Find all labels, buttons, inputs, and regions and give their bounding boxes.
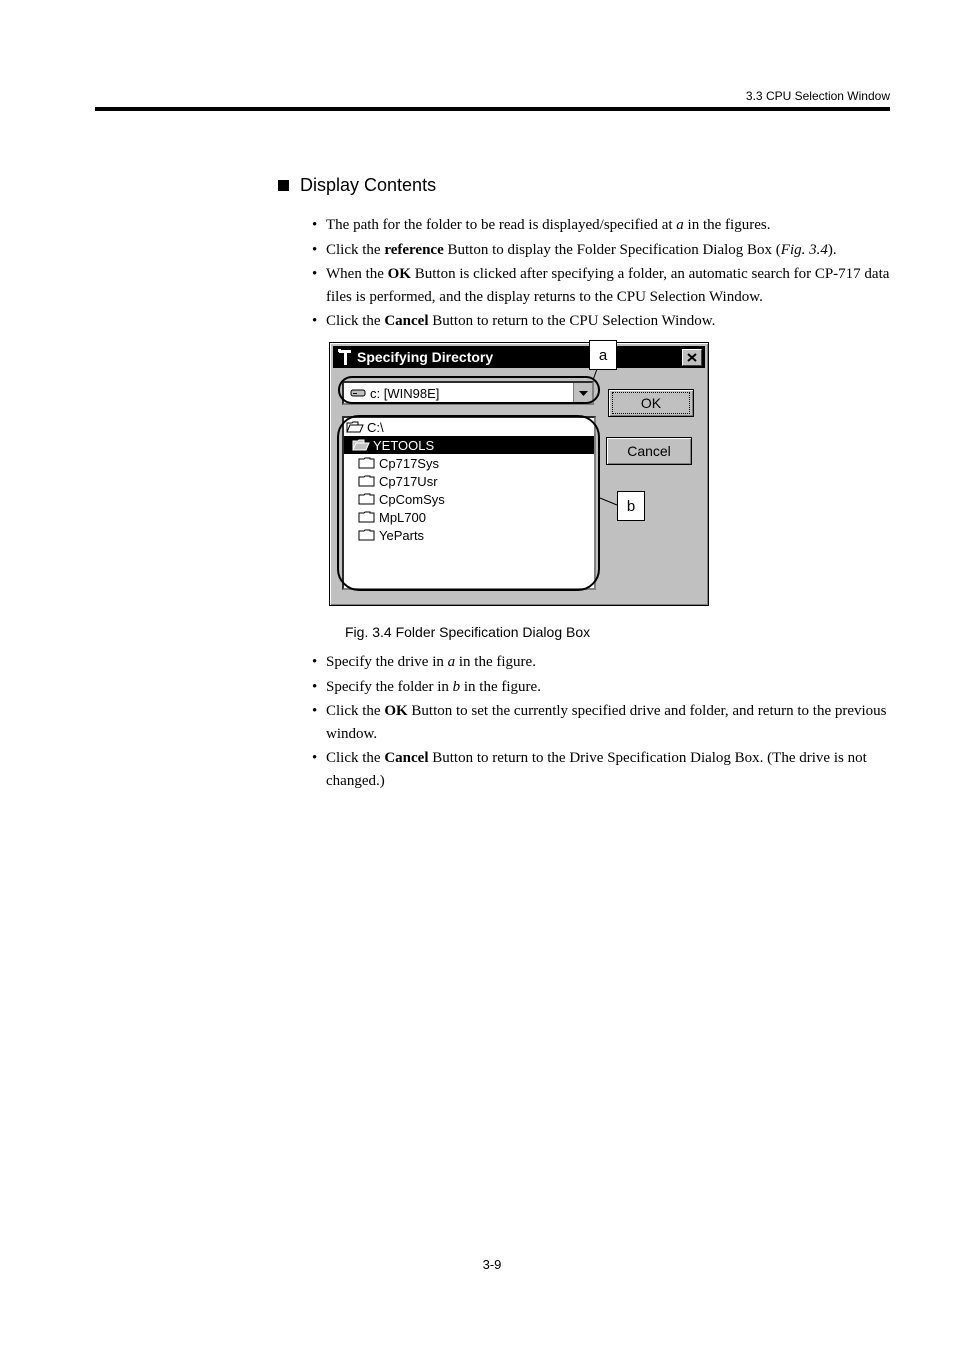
bullet-item [310,310,895,333]
bullet-item [310,239,895,262]
bullet-text: Button to display the Folder Specification Dialog Box ( [443,241,781,258]
bullet-text: in the figures. [683,217,771,233]
bullet-item [310,700,895,745]
ok-button-label: OK [612,392,690,414]
bullet-text: Fig. 3.4 [780,241,828,258]
folder-name: Cp717Sys [379,455,439,471]
close-icon [687,353,697,362]
section-heading [278,175,436,196]
figure-caption: Fig. 3.4 Folder Specification Dialog Box [345,624,591,640]
bullet-text: in the figure. [455,654,536,670]
bullet-item [310,214,895,237]
folder-name: MpL700 [379,509,426,525]
bullet-text: When the [326,266,388,282]
callout-oval-b [337,415,600,591]
callout-oval-a [338,376,600,404]
page-number: 3-9 [482,1257,502,1272]
header-rule [95,107,890,111]
bullet-text: in the figure. [460,678,541,695]
dialog-titlebar [333,346,705,368]
close-button[interactable] [682,349,702,366]
bullet-text: Specify the folder in [326,678,453,695]
bullet-text: Button is clicked after specifying a folder, an automatic search for CP-717 data files is performed, and the display returns to the CPU Selection Window. [326,266,890,305]
square-bullet-icon [278,180,289,191]
bullet-text: The path for the folder to be read is displayed/specified at [326,217,677,233]
callout-label-a: a [589,340,617,370]
bullet-text: Button to return to the CPU Selection Window. [428,313,716,329]
cancel-button-label: Cancel [627,443,671,459]
cancel-button[interactable] [606,437,692,465]
running-header: 3.3 CPU Selection Window [745,89,890,103]
bullet-text: OK [384,703,408,719]
folder-name: C:\ [367,419,384,435]
bullet-text: Click the [326,750,385,766]
ok-button[interactable] [608,389,694,417]
bullet-item [310,651,895,674]
folder-name: CpComSys [379,491,445,507]
section-title: Display Contents [300,175,437,195]
bullet-item [310,747,895,792]
bullet-text: Specify the drive in [326,654,448,670]
drive-value: c: [WIN98E] [370,385,440,401]
bullet-text: Click the [326,703,385,719]
callout-label-b: b [617,491,645,521]
folder-name: YeParts [379,527,425,543]
bullet-text: Button to set the currently specified drive and folder, and return to the previous window. [326,703,887,742]
bullet-text: a [447,654,456,670]
bullet-list-bottom [310,651,895,794]
bullet-text: b [452,678,461,695]
bullet-text: reference [384,241,444,258]
bullet-text: ). [827,241,837,258]
folder-name: Cp717Usr [379,473,438,489]
bullet-item [310,676,895,699]
dialog-title: Specifying Directory [357,349,494,365]
folder-name: YETOOLS [373,437,435,453]
bullet-text: OK [387,266,411,282]
bullet-text: Cancel [384,750,429,766]
bullet-text: a [676,217,684,233]
bullet-text: Cancel [384,313,429,329]
bullet-text: Click the [326,241,385,258]
bullet-list-top [310,214,895,335]
bullet-text: Click the [326,313,385,329]
bullet-item [310,263,895,308]
app-icon [337,348,353,366]
bullet-text: Button to return to the Drive Specification Dialog Box. (The drive is not changed.) [326,750,867,789]
